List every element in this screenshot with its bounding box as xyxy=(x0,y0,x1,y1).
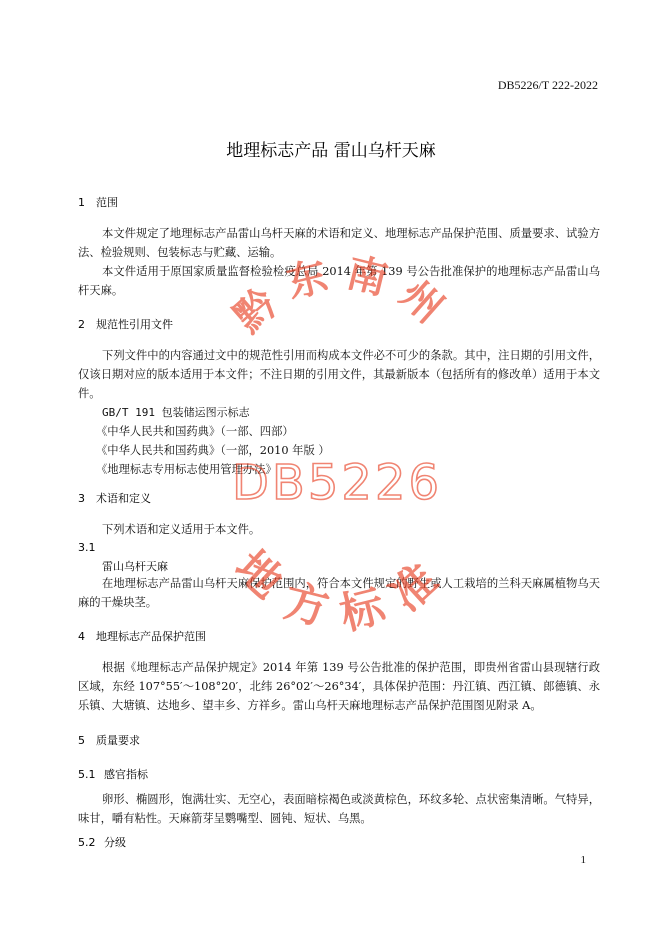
section-number: 1 xyxy=(78,196,85,209)
section-1-paragraph-1: 本文件规定了地理标志产品雷山乌杆天麻的术语和定义、地理标志产品保护范围、质量要求、试验方法、检验规则、包装标志与贮藏、运输。 xyxy=(78,227,600,259)
section-number: 2 xyxy=(78,318,85,331)
page-number: 1 xyxy=(580,854,586,866)
section-title: 地理标志产品保护范围 xyxy=(96,630,206,643)
subsection-number: 5.2 xyxy=(78,836,96,849)
subsection-5-1-heading xyxy=(78,766,148,782)
subsection-5-2-heading xyxy=(78,834,126,850)
stamp-code: DB5226 xyxy=(231,455,443,511)
section-1-heading xyxy=(78,194,118,210)
section-2-heading xyxy=(78,316,173,332)
section-title: 质量要求 xyxy=(96,734,140,747)
section-3-paragraph: 下列术语和定义适用于本文件。 xyxy=(102,523,261,536)
term-number: 3.1 xyxy=(78,541,96,554)
section-4-paragraph: 根据《地理标志产品保护规定》2014 年第 139 号公告批准的保护范围，即贵州省雷山县现辖行政区域，东经 107°55′～108°20′，北纬 26°02′～26°34′，具体保护范围：丹江镇、西江镇、郎德镇、永乐镇、大塘镇、达地乡、望丰乡、方祥乡。雷山乌杆天麻地理标志产品保护范围图见附录 A。 xyxy=(78,661,600,712)
reference-item: 《地理标志专用标志使用管理办法》 xyxy=(96,463,277,476)
subsection-title: 分级 xyxy=(104,836,126,849)
section-number: 3 xyxy=(78,492,85,505)
section-5-heading xyxy=(78,732,140,748)
section-3-heading xyxy=(78,490,151,506)
reference-item: GB/T 191 包装储运图示标志 xyxy=(102,406,250,419)
section-1-paragraph-2: 本文件适用于原国家质量监督检验检疫总局 2014 年第 139 号公告批准保护的地理标志产品雷山乌杆天麻。 xyxy=(78,265,600,297)
reference-item: 《中华人民共和国药典》（一部、四部） xyxy=(96,425,294,438)
section-4-heading xyxy=(78,628,206,644)
section-number: 5 xyxy=(78,734,85,747)
section-title: 术语和定义 xyxy=(96,492,151,505)
reference-item: 《中华人民共和国药典》（一部，2010 年版 ） xyxy=(96,444,330,457)
document-title: 地理标志产品 雷山乌杆天麻 xyxy=(226,141,436,161)
stamp-text-top-path: 黔东南州 xyxy=(225,249,463,342)
section-2-paragraph: 下列文件中的内容通过文中的规范性引用而构成本文件必不可少的条款。其中，注日期的引用文件，仅该日期对应的版本适用于本文件；不注日期的引用文件，其最新版本（包括所有的修改单）适用于本文件。 xyxy=(78,349,600,400)
term-definition: 在地理标志产品雷山乌杆天麻保护范围内，符合本文件规定的野生或人工栽培的兰科天麻属植物乌天麻的干燥块茎。 xyxy=(78,577,600,609)
subsection-title: 感官指标 xyxy=(104,768,148,781)
section-number: 4 xyxy=(78,630,85,643)
stamp-text-bottom-path: 地方标准 xyxy=(225,540,463,641)
section-title: 规范性引用文件 xyxy=(96,318,173,331)
section-title: 范围 xyxy=(96,196,118,209)
subsection-5-1-paragraph: 卵形、椭圆形，饱满壮实、无空心，表面暗棕褐色或淡黄棕色，环纹多轮、点状密集清晰。气特异，味甘，嚼有粘性。天麻箭芽呈鹦嘴型、圆钝、短状、乌黑。 xyxy=(78,793,600,825)
document-code: DB5226/T 222-2022 xyxy=(497,78,598,92)
term-name: 雷山乌杆天麻 xyxy=(102,560,168,573)
subsection-number: 5.1 xyxy=(78,768,96,781)
